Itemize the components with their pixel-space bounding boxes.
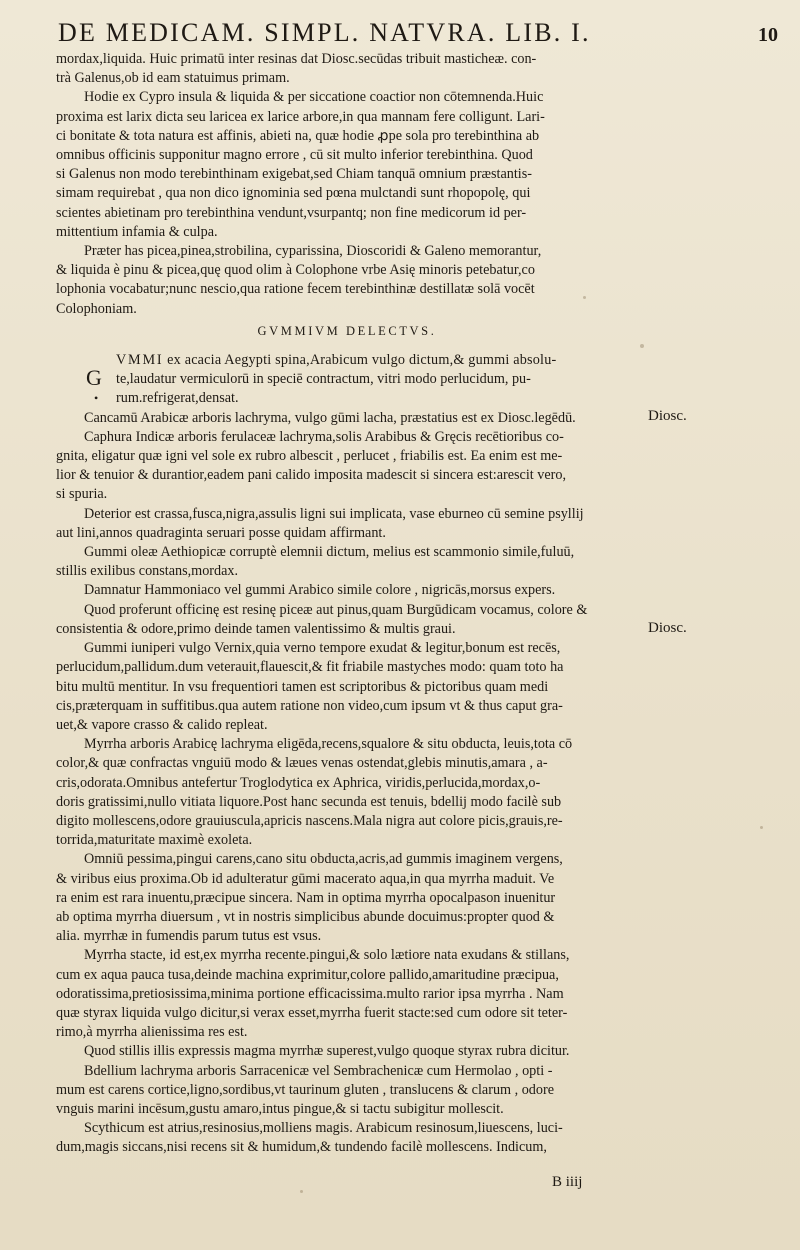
text-line: Gummi iuniperi vulgo Vernix,quia verno tempore exudat & legitur,bonum est recēs, bbox=[84, 640, 561, 657]
text-line: si spuria. bbox=[56, 486, 108, 503]
text-line: proxima est larix dicta seu laricea ex larice arbore,in qua mannam fere colligunt. Lari- bbox=[56, 108, 545, 125]
text-line: te,laudatur vermiculorū in speciē contractum, vitri modo perlucidum, pu- bbox=[116, 371, 531, 388]
text-line: lior & tenuior & durantior,eadem pani calido imposita madescit si sincera est:arescit vero, bbox=[56, 467, 567, 484]
text-line: aut lini,annos quadraginta seruari posse quidam affirmant. bbox=[56, 524, 386, 541]
text-line: cis,præterquam in suffitibus.qua autem ratione non video,cum ipsum vt & thus caput gra- bbox=[56, 697, 563, 714]
section-heading: GVMMIVM DELECTVS. bbox=[257, 323, 437, 338]
text-line: rimo,à myrrha alienissima res est. bbox=[56, 1024, 248, 1041]
text-line: Damnatur Hammoniaco vel gummi Arabico simile colore , nigricās,morsus expers. bbox=[84, 582, 556, 599]
text-line: consistentia & odore,primo deinde tamen valentissimo & multis graui. bbox=[56, 620, 456, 637]
text-line: Colophoniam. bbox=[56, 300, 137, 317]
text-line: & viribus eius proxima.Ob id adulteratur gūmi macerato aqua,in qua myrrha maduit. Ve bbox=[56, 870, 555, 887]
text-line: ra enim est rara inuentu,præcipue sincera. Nam in optima myrrha opocalpason inuenitur bbox=[56, 889, 556, 906]
text-line: stillis exilibus constans,mordax. bbox=[56, 563, 239, 580]
dropcap-paragraph bbox=[56, 351, 638, 409]
text-line: Bdellium lachryma arboris Sarracenicæ vel Sembrachenicæ cum Hermolao , opti - bbox=[84, 1062, 553, 1079]
text-line: Gummi oleæ Aethiopicæ corruptè elemnii dictum, melius est scammonio simile,fuluū, bbox=[84, 544, 575, 561]
text-line: digito mollescens,odore grauiuscula,apricis nascens.Mala nigra aut colore picis,grauis,re- bbox=[56, 812, 563, 829]
ink-spot bbox=[760, 826, 763, 829]
text-line: Cancamū Arabicæ arboris lachryma, vulgo gūmi lacha, præstatius est ex Diosc.legēdū. bbox=[84, 409, 576, 426]
text-line: cris,odorata.Omnibus antefertur Troglodytica ex Aphrica, viridis,perlucida,mordax,o- bbox=[56, 774, 541, 791]
running-title: DE MEDICAM. SIMPL. NATVRA. LIB. I. bbox=[58, 18, 591, 47]
text-line: gnita, eligatur quæ igni vel sole ex rubro albescit , perlucet , friabilis est. Ea enim est me- bbox=[56, 448, 563, 465]
signature-mark: B iiij bbox=[552, 1174, 583, 1190]
text-line: Deterior est crassa,fusca,nigra,assulis ligni sui implicata, vase eburneo cū semine psyllij bbox=[84, 505, 584, 522]
ink-spot bbox=[640, 344, 644, 348]
bullet-mark: • bbox=[94, 391, 99, 406]
text-line: lophonia vocabatur;nunc nescio,qua ratione fecem terebinthinæ destillatæ solā vocēt bbox=[56, 281, 535, 298]
text-line: Myrrha stacte, id est,ex myrrha recente.pingui,& solo lætiore nata exudans & stillans, bbox=[84, 947, 570, 964]
text-line: odoratissima,pretiosissima,minima portione efficacissima.multo rarior ipsa myrrha . Nam bbox=[56, 985, 564, 1002]
text-line: ci bonitate & tota natura est affinis, abieti na, quæ hodie ꝓpe sola pro terebinthina ab bbox=[56, 127, 540, 144]
text-line: quæ styrax liquida vulgo dicitur,si verax esset,myrrha fuerit stacte:sed cum odore sit teter- bbox=[56, 1004, 568, 1021]
text-line: vnguis marini incēsum,gustu amaro,intus pingue,& si tactu subigitur mollescit. bbox=[56, 1100, 504, 1117]
ink-spot bbox=[300, 1190, 303, 1193]
text-line: si Galenus non modo terebinthinam exigebat,sed Chiam tanquā omnium præstantis- bbox=[56, 166, 532, 183]
text-line: ab optima myrrha diuersum , vt in nostris simplicibus abunde docuimus:propter quod & bbox=[56, 908, 555, 925]
text-line: bitu multū mentitur. In vsu frequentiori tamen est scriptoribus & pictoribus quam medi bbox=[56, 678, 549, 695]
margin-note: Diosc. bbox=[648, 620, 687, 636]
text-line: Quod proferunt officinę est resinę piceæ aut pinus,quam Burgūdicam vocamus, colore & bbox=[84, 601, 588, 618]
ink-spot bbox=[583, 296, 586, 299]
text-run: ex acacia Aegypti spina,Arabicum vulgo dictum,& gummi absolu- bbox=[163, 352, 557, 369]
text-line: Myrrha arboris Arabicę lachryma eligēda,recens,squalore & situ obducta, leuis,tota cō bbox=[84, 736, 573, 753]
text-line: uet,& vapore crasso & calido repleat. bbox=[56, 716, 268, 733]
folio-number: 10 bbox=[758, 24, 778, 46]
margin-note: Diosc. bbox=[648, 408, 687, 424]
text-column bbox=[56, 50, 638, 1158]
text-line: Hodie ex Cypro insula & liquida & per siccatione coactior non cōtemnenda.Huic bbox=[84, 89, 544, 106]
text-line: & liquida è pinu & picea,quę quod olim à Colophone vrbe Asię minoris petebatur,co bbox=[56, 262, 535, 279]
text-line: mordax,liquida. Huic primatū inter resinas dat Diosc.secūdas tribuit masticheæ. con- bbox=[56, 51, 537, 67]
text-line: trà Galenus,ob id eam statuimus primam. bbox=[56, 70, 290, 87]
drop-capital: G bbox=[86, 365, 102, 391]
text-line: Scythicum est atrius,resinosius,molliens magis. Arabicum resinosum,liuescens, luci- bbox=[84, 1120, 563, 1137]
text-line: Omniū pessima,pingui carens,cano situ obducta,acris,ad gummis imaginem vergens, bbox=[84, 851, 563, 868]
text-line: mum est carens cortice,ligno,sordibus,vt taurinum gluten , translucens & clarum , odore bbox=[56, 1081, 555, 1098]
text-line: omnibus officinis supponitur magno errore , cū sit multo inferior terebinthina. Quod bbox=[56, 147, 533, 164]
text-line: cum ex aqua pauca tusa,deinde machina exprimitur,colore pallido,amaritudine præcipua, bbox=[56, 966, 559, 983]
text-line: color,& quæ confractas vnguiū modo & læues venas ostendat,glebis minutis,amara , a- bbox=[56, 755, 548, 772]
text-line: torrida,maturitate maximè exoleta. bbox=[56, 832, 253, 849]
text-line: doris gratissimi,nullo vitiata liquore.Post hanc secunda est tenuis, bdellij modo facilè sub bbox=[56, 793, 562, 810]
small-caps-word: VMMI bbox=[116, 352, 164, 369]
text-line bbox=[56, 351, 638, 370]
text-line: alia. myrrhæ in fumendis parum tutus est vsus. bbox=[56, 928, 322, 945]
text-line: rum.refrigerat,densat. bbox=[116, 390, 239, 407]
page-header bbox=[58, 14, 778, 50]
text-line: perlucidum,pallidum.dum veterauit,flauescit,& fit friabile mastyches modo: quam toto ha bbox=[56, 659, 564, 676]
text-line: Quod stillis illis expressis magma myrrhæ superest,vulgo quoque styrax rubra dicitur. bbox=[84, 1043, 570, 1060]
text-line: mittentium infamia & culpa. bbox=[56, 223, 218, 240]
text-line: simam requirebat , qua non dico ignominia sed pœna mulctandi sunt rhopopolę, qui bbox=[56, 185, 531, 202]
text-line: dum,magis siccans,nisi recens sit & humidum,& tundendo facilè mollescens. Indicum, bbox=[56, 1139, 547, 1156]
text-line: Præter has picea,pinea,strobilina, cyparissina, Dioscoridi & Galeno memorantur, bbox=[84, 243, 542, 260]
text-line: scientes abietinam pro terebinthina vendunt,vsurpantq; non fine medicorum id per- bbox=[56, 204, 527, 221]
text-line: Caphura Indicæ arboris ferulaceæ lachryma,solis Arabibus & Gręcis recētioribus co- bbox=[84, 428, 564, 445]
